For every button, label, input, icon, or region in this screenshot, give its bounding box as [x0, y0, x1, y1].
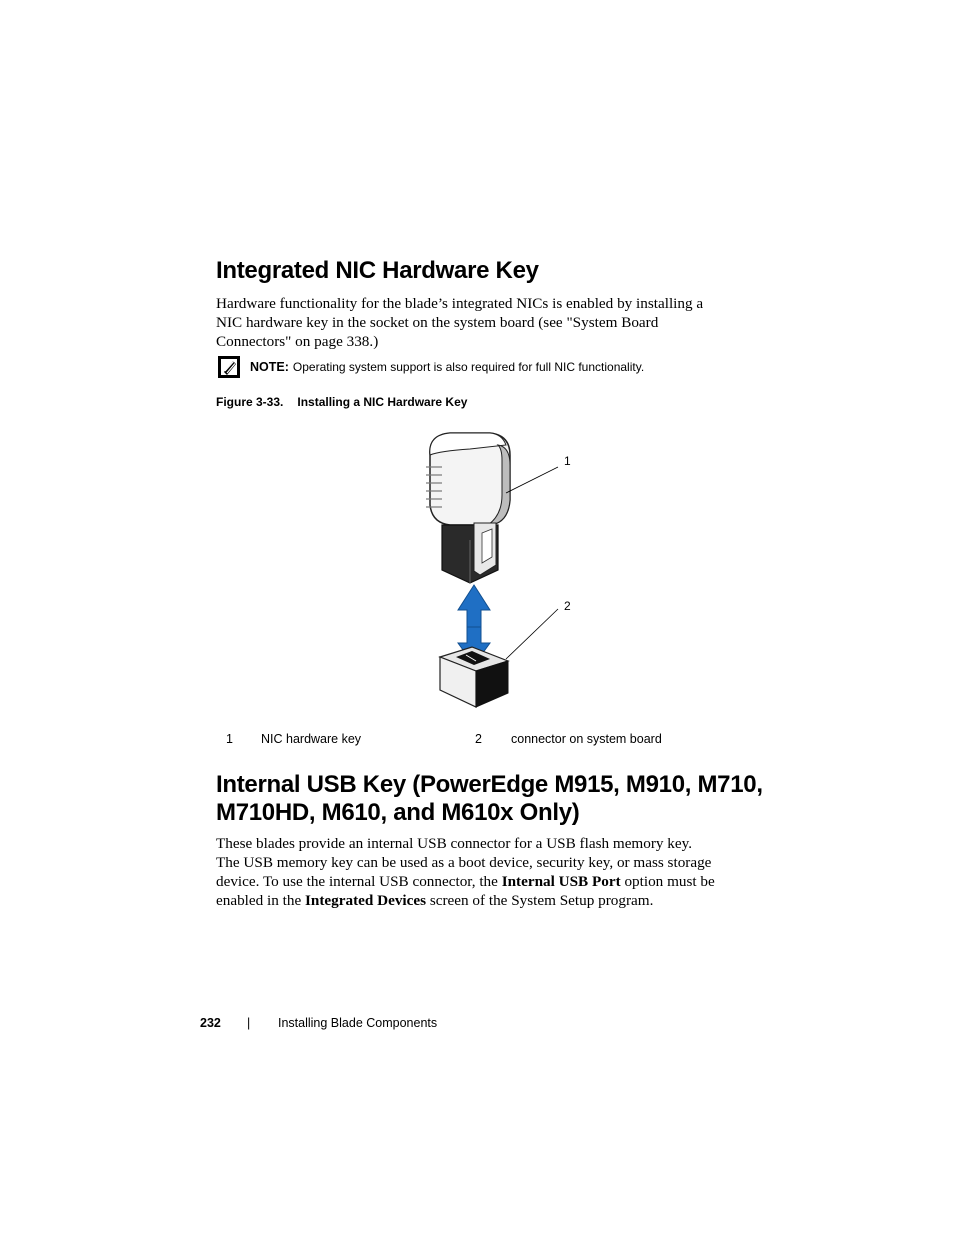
figure-caption	[216, 395, 467, 409]
note-label: NOTE:	[250, 360, 289, 374]
footer-section-title: Installing Blade Components	[278, 1016, 438, 1030]
callout-1: 1	[564, 454, 571, 468]
legend-num-2: 2	[475, 732, 482, 746]
usb-key-paragraph: These blades provide an internal USB connector for a USB flash memory key. The USB memory key can be used as a boot device, security key, or mass storage device. To use the internal USB connector, the Internal USB Port option must be enabled in the Integrated Devices screen of the System Setup program.	[216, 835, 715, 909]
legend-label-1: NIC hardware key	[261, 732, 362, 746]
integrated-devices-term: Integrated Devices	[304, 892, 427, 909]
nic-key-paragraph: Hardware functionality for the blade’s integrated NICs is enabled by installing a NIC hardware key in the socket on the system board (see "System Board Connectors" on page 338.)	[216, 295, 704, 350]
legend-label-2: connector on system board	[511, 732, 662, 746]
page-number: 232	[200, 1016, 221, 1030]
section-title-nic-key: Integrated NIC Hardware Key	[216, 257, 539, 284]
nic-key-illustration	[410, 425, 590, 715]
callout-2: 2	[564, 599, 571, 613]
figure-number: Figure 3-33.	[216, 395, 284, 409]
footer-separator: |	[247, 1016, 251, 1030]
figure-title: Installing a NIC Hardware Key	[297, 395, 468, 409]
internal-usb-port-term: Internal USB Port	[501, 873, 621, 890]
figure-legend	[226, 732, 706, 752]
section-title-usb-key: Internal USB Key (PowerEdge M915, M910, M710, M710HD, M610, and M610x Only)	[216, 771, 763, 826]
legend-num-1: 1	[226, 732, 233, 746]
note-text: Operating system support is also required for full NIC functionality.	[292, 360, 645, 374]
note-pencil-icon	[218, 356, 240, 378]
page-footer	[200, 1016, 600, 1036]
nic-key-diagram	[410, 425, 590, 715]
note-box	[218, 355, 738, 379]
